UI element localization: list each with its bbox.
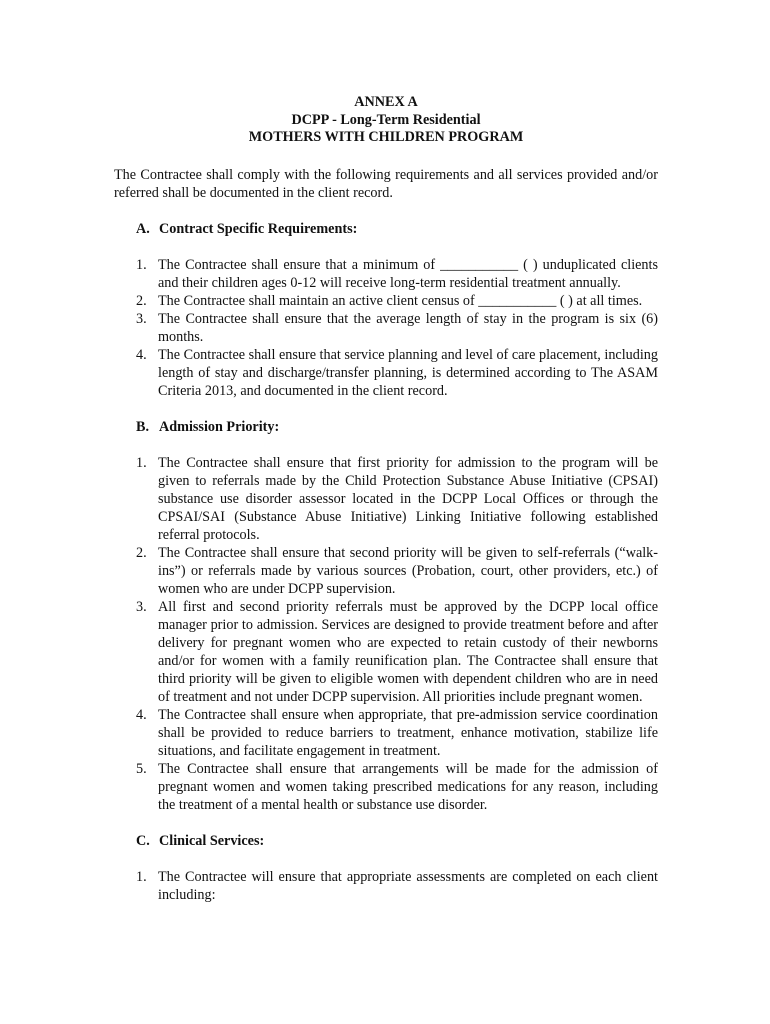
list-item <box>114 256 658 292</box>
item-number: 5. <box>136 760 147 777</box>
section-b-list <box>114 454 658 814</box>
list-item <box>114 598 658 706</box>
list-item <box>114 544 658 598</box>
section-title: Admission Priority: <box>159 418 280 435</box>
item-text: The Contractee will ensure that appropriate assessments are completed on each client including: <box>158 868 658 903</box>
item-text: The Contractee shall ensure that second priority will be given to self-referrals (“walk-ins”) or referrals made by various sources (Probation, court, other providers, etc.) of women who are under DCPP supervision. <box>158 544 658 597</box>
item-text: The Contractee shall ensure that service planning and level of care placement, including length of stay and discharge/transfer planning, is determined according to The ASAM Criteria 2013, and documented in the client record. <box>158 346 658 399</box>
program-title: MOTHERS WITH CHILDREN PROGRAM <box>248 129 524 145</box>
document-page <box>114 94 658 904</box>
section-heading-b <box>136 418 658 436</box>
section-letter: B. <box>136 418 150 435</box>
item-number: 3. <box>136 310 147 327</box>
item-text: The Contractee shall ensure that the average length of stay in the program is six (6) months. <box>158 310 658 345</box>
item-number: 3. <box>136 598 147 615</box>
list-item <box>114 454 658 544</box>
section-letter: A. <box>136 220 150 237</box>
annex-title: ANNEX A <box>354 94 418 110</box>
list-item <box>114 868 658 904</box>
item-number: 4. <box>136 706 147 723</box>
item-text: The Contractee shall ensure that first priority for admission to the program will be given to referrals made by the Child Protection Substance Abuse Initiative (CPSAI) substance use disorder assessor located in the DCPP Local Offices or through the CPSAI/SAI (Substance Abuse Initiative) Linking Initiative following established referral protocols. <box>158 454 658 543</box>
document-header <box>114 94 658 147</box>
section-title: Contract Specific Requirements: <box>159 220 358 237</box>
section-heading-c <box>136 832 658 850</box>
item-number: 1. <box>136 454 147 471</box>
section-c-list <box>114 868 658 904</box>
item-number: 1. <box>136 868 147 885</box>
section-letter: C. <box>136 832 150 849</box>
program-subtitle: DCPP - Long-Term Residential <box>291 111 481 128</box>
item-text: The Contractee shall ensure when appropriate, that pre-admission service coordination shall be provided to reduce barriers to treatment, enhance motivation, stabilize life situations, and facilitate engagement in treatment. <box>158 706 658 759</box>
item-number: 4. <box>136 346 147 363</box>
item-text: The Contractee shall ensure that arrangements will be made for the admission of pregnant women and women taking prescribed medications for any reason, including the treatment of a mental health or substance use disorder. <box>158 760 658 813</box>
section-a-list <box>114 256 658 400</box>
list-item <box>114 292 658 310</box>
list-item <box>114 760 658 814</box>
list-item <box>114 706 658 760</box>
intro-paragraph: The Contractee shall comply with the following requirements and all services provided and/or referred shall be documented in the client record. <box>114 166 658 201</box>
item-text: The Contractee shall ensure that a minimum of ___________ ( ) unduplicated clients and their children ages 0-12 will receive long-term residential treatment annually. <box>158 256 658 291</box>
item-number: 1. <box>136 256 147 273</box>
section-title: Clinical Services: <box>159 832 265 849</box>
section-heading-a <box>136 220 658 238</box>
item-number: 2. <box>136 544 147 561</box>
item-text: All first and second priority referrals must be approved by the DCPP local office manager prior to admission. Services are designed to provide treatment before and after delivery for pregnant women who are expected to retain custody of their newborns and/or for women with a family reunification plan. The Contractee shall ensure that third priority will be given to eligible women with dependent children who are in need of treatment and not under DCPP supervision. All priorities include pregnant women. <box>158 598 658 705</box>
item-number: 2. <box>136 292 147 309</box>
item-text: The Contractee shall maintain an active client census of ___________ ( ) at all times. <box>158 292 643 309</box>
list-item <box>114 310 658 346</box>
list-item <box>114 346 658 400</box>
